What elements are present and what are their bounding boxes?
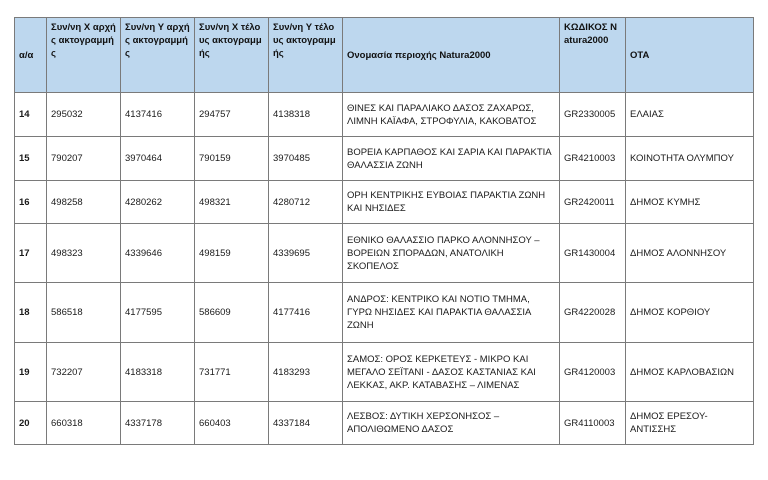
cell-name: ΑΝΔΡΟΣ: ΚΕΝΤΡΙΚΟ ΚΑΙ ΝΟΤΙΟ ΤΜΗΜΑ, ΓΥΡΩ ΝΗΣΙΔΕΣ ΚΑΙ ΠΑΡΑΚΤΙΑ ΘΑΛΑΣΣΙΑ ΖΩΝΗ (343, 283, 560, 343)
cell-code: GR4210003 (560, 137, 626, 181)
cell-x-start: 498258 (47, 181, 121, 224)
header-ota: ΟΤΑ (626, 18, 754, 93)
cell-y-end: 4183293 (269, 343, 343, 402)
cell-y-start: 3970464 (121, 137, 195, 181)
cell-ota: ΔΗΜΟΣ ΕΡΕΣΟΥ-ΑΝΤΙΣΣΗΣ (626, 402, 754, 445)
header-x-end: Συν/νη Χ τέλους ακτογραμμής (195, 18, 269, 93)
cell-code: GR1430004 (560, 224, 626, 283)
cell-ota: ΚΟΙΝΟΤΗΤΑ ΟΛΥΜΠΟΥ (626, 137, 754, 181)
cell-x-start: 295032 (47, 93, 121, 137)
table-row (15, 343, 754, 402)
cell-code: GR4220028 (560, 283, 626, 343)
cell-y-end: 4177416 (269, 283, 343, 343)
cell-x-start: 586518 (47, 283, 121, 343)
table-row (15, 224, 754, 283)
cell-name: ΛΕΣΒΟΣ: ΔΥΤΙΚΗ ΧΕΡΣΟΝΗΣΟΣ – ΑΠΟΛΙΘΩΜΕΝΟ ΔΑΣΟΣ (343, 402, 560, 445)
cell-x-end: 498321 (195, 181, 269, 224)
cell-x-start: 498323 (47, 224, 121, 283)
header-code: ΚΩΔΙΚΟΣ Natura2000 (560, 18, 626, 93)
cell-aa: 15 (15, 137, 47, 181)
cell-aa: 19 (15, 343, 47, 402)
cell-y-start: 4183318 (121, 343, 195, 402)
cell-aa: 18 (15, 283, 47, 343)
cell-x-start: 732207 (47, 343, 121, 402)
cell-y-end: 3970485 (269, 137, 343, 181)
header-x-start: Συν/νη Χ αρχής ακτογραμμής (47, 18, 121, 93)
cell-ota: ΔΗΜΟΣ ΚΑΡΛΟΒΑΣΙΩΝ (626, 343, 754, 402)
cell-y-start: 4280262 (121, 181, 195, 224)
cell-name: ΘΙΝΕΣ ΚΑΙ ΠΑΡΑΛΙΑΚΟ ΔΑΣΟΣ ΖΑΧΑΡΩΣ, ΛΙΜΝΗ ΚΑΪΑΦΑ, ΣΤΡΟΦΥΛΙΑ, ΚΑΚΟΒΑΤΟΣ (343, 93, 560, 137)
table-row (15, 402, 754, 445)
table-row (15, 93, 754, 137)
cell-x-end: 790159 (195, 137, 269, 181)
cell-x-start: 790207 (47, 137, 121, 181)
header-y-end: Συν/νη Υ τέλους ακτογραμμής (269, 18, 343, 93)
cell-aa: 14 (15, 93, 47, 137)
cell-x-end: 498159 (195, 224, 269, 283)
natura-coastline-table (14, 17, 754, 445)
cell-code: GR2420011 (560, 181, 626, 224)
cell-name: ΒΟΡΕΙΑ ΚΑΡΠΑΘΟΣ ΚΑΙ ΣΑΡΙΑ ΚΑΙ ΠΑΡΑΚΤΙΑ ΘΑΛΑΣΣΙΑ ΖΩΝΗ (343, 137, 560, 181)
cell-y-start: 4137416 (121, 93, 195, 137)
table-row (15, 181, 754, 224)
cell-y-start: 4339646 (121, 224, 195, 283)
cell-x-end: 731771 (195, 343, 269, 402)
cell-y-end: 4337184 (269, 402, 343, 445)
cell-x-end: 586609 (195, 283, 269, 343)
cell-ota: ΔΗΜΟΣ ΚΥΜΗΣ (626, 181, 754, 224)
cell-aa: 17 (15, 224, 47, 283)
table-row (15, 137, 754, 181)
cell-ota: ΕΛΑΙΑΣ (626, 93, 754, 137)
cell-ota: ΔΗΜΟΣ ΚΟΡΘΙΟΥ (626, 283, 754, 343)
cell-y-start: 4177595 (121, 283, 195, 343)
cell-code: GR4110003 (560, 402, 626, 445)
cell-name: ΕΘΝΙΚΟ ΘΑΛΑΣΣΙΟ ΠΑΡΚΟ ΑΛΟΝΝΗΣΟΥ – ΒΟΡΕΙΩΝ ΣΠΟΡΑΔΩΝ, ΑΝΑΤΟΛΙΚΗ ΣΚΟΠΕΛΟΣ (343, 224, 560, 283)
cell-x-start: 660318 (47, 402, 121, 445)
cell-code: GR2330005 (560, 93, 626, 137)
cell-x-end: 294757 (195, 93, 269, 137)
header-name: Ονομασία περιοχής Natura2000 (343, 18, 560, 93)
cell-aa: 20 (15, 402, 47, 445)
cell-x-end: 660403 (195, 402, 269, 445)
header-row (15, 18, 754, 93)
cell-code: GR4120003 (560, 343, 626, 402)
cell-ota: ΔΗΜΟΣ ΑΛΟΝΝΗΣΟΥ (626, 224, 754, 283)
cell-name: ΣΑΜΟΣ: ΟΡΟΣ ΚΕΡΚΕΤΕΥΣ - ΜΙΚΡΟ ΚΑΙ ΜΕΓΑΛΟ ΣΕΪΤΑΝΙ - ΔΑΣΟΣ ΚΑΣΤΑΝΙΑΣ ΚΑΙ ΛΕΚΚΑΣ, ΑΚΡ. ΚΑΤΑΒΑΣΗΣ – ΛΙΜΕΝΑΣ (343, 343, 560, 402)
cell-y-end: 4339695 (269, 224, 343, 283)
header-aa: α/α (15, 18, 47, 93)
cell-name: ΟΡΗ ΚΕΝΤΡΙΚΗΣ ΕΥΒΟΙΑΣ ΠΑΡΑΚΤΙΑ ΖΩΝΗ ΚΑΙ ΝΗΣΙΔΕΣ (343, 181, 560, 224)
cell-y-end: 4280712 (269, 181, 343, 224)
header-y-start: Συν/νη Υ αρχής ακτογραμμής (121, 18, 195, 93)
cell-y-start: 4337178 (121, 402, 195, 445)
table-row (15, 283, 754, 343)
cell-y-end: 4138318 (269, 93, 343, 137)
cell-aa: 16 (15, 181, 47, 224)
